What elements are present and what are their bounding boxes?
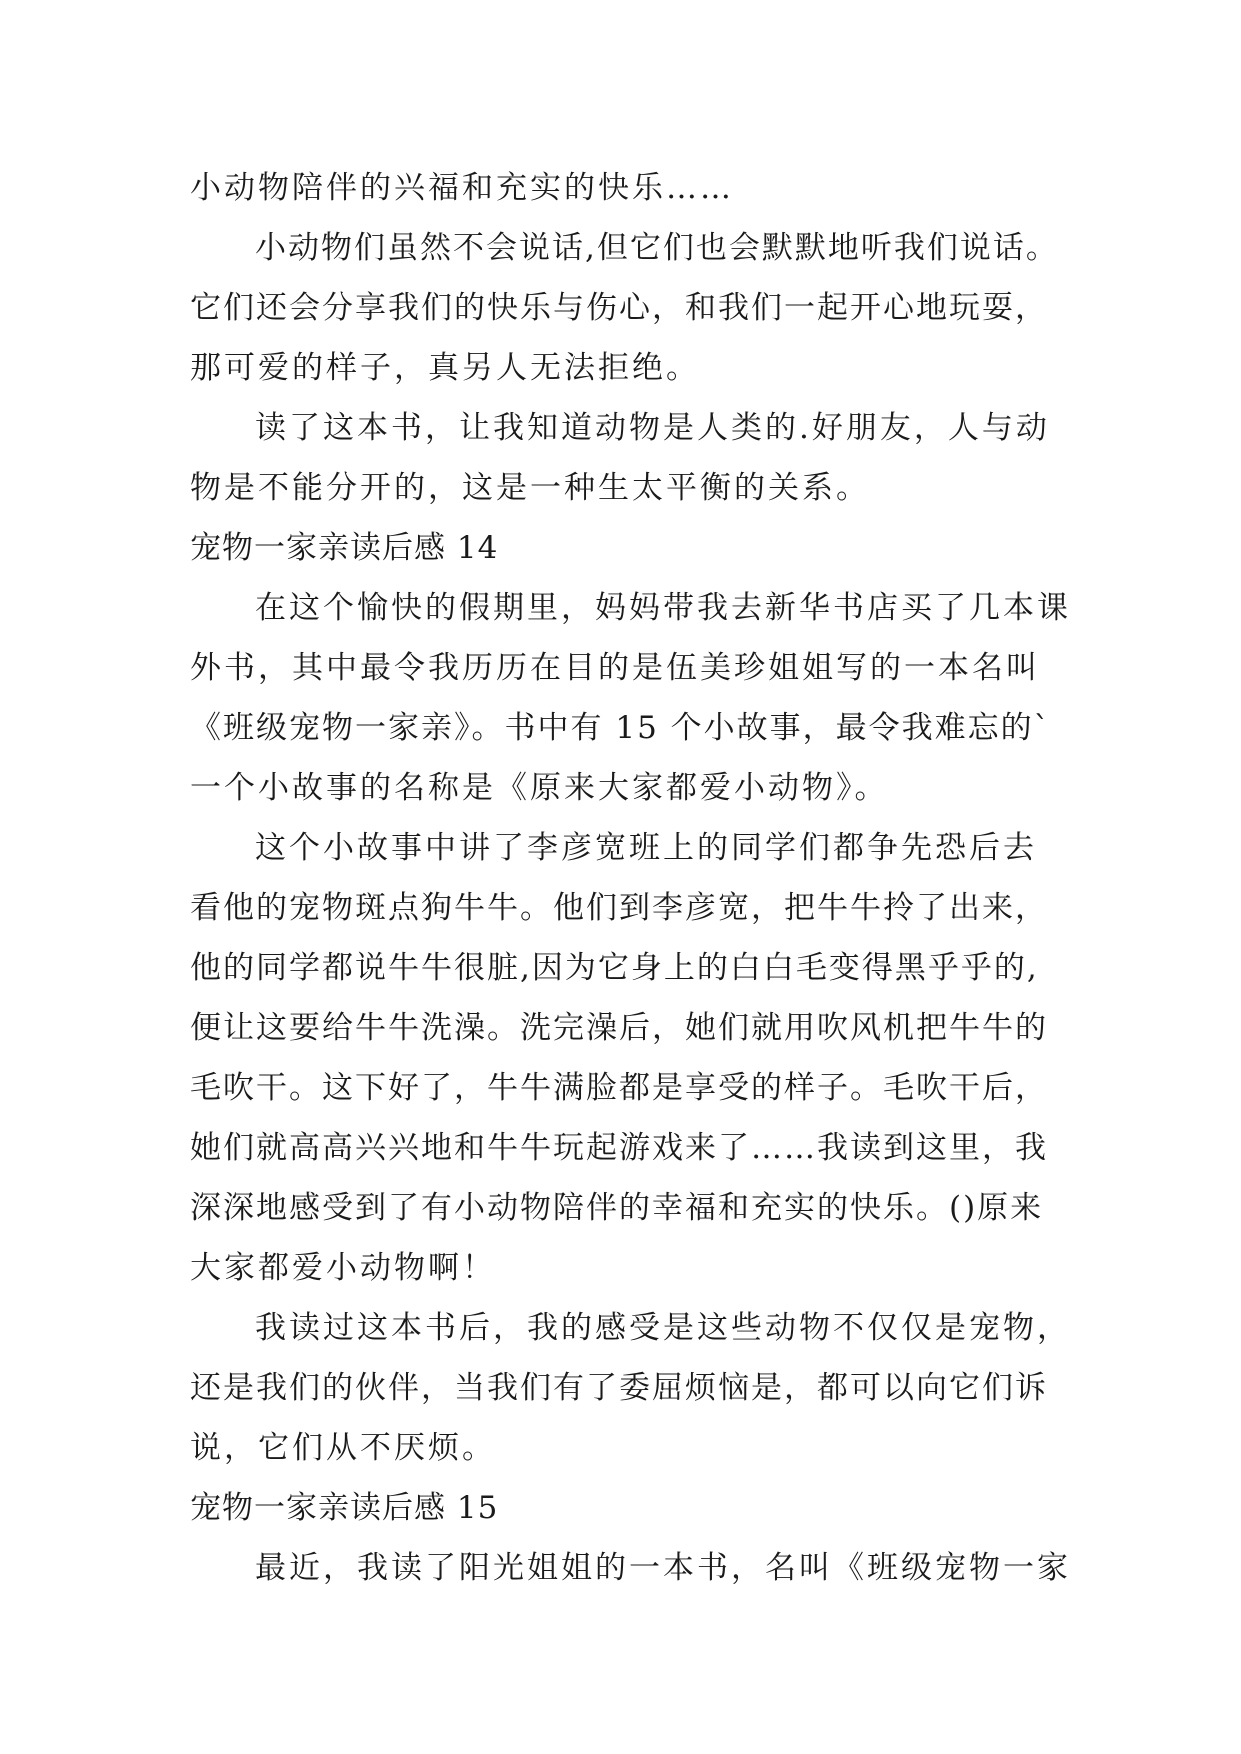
- paragraph-start-line: 我读过这本书后，我的感受是这些动物不仅仅是宠物，: [255, 1310, 1071, 1346]
- text-line: 看他的宠物斑点狗牛牛。他们到李彦宽，把牛牛拎了出来，: [190, 890, 1048, 926]
- text-line: 它们还会分享我们的快乐与伤心，和我们一起开心地玩耍，: [190, 290, 1048, 326]
- text-line: 毛吹干。这下好了，牛牛满脸都是享受的样子。毛吹干后，: [190, 1070, 1048, 1106]
- text-line: 便让这要给牛牛洗澡。洗完澡后，她们就用吹风机把牛牛的: [190, 1010, 1048, 1046]
- paragraph-start-line: 最近，我读了阳光姐姐的一本书，名叫《班级宠物一家: [255, 1550, 1071, 1586]
- text-line: 深深地感受到了有小动物陪伴的幸福和充实的快乐。()原来: [190, 1190, 1044, 1226]
- text-line: 他的同学都说牛牛很脏,因为它身上的白白毛变得黑乎乎的,: [190, 950, 1039, 986]
- text-line: 那可爱的样子，真另人无法拒绝。: [190, 350, 700, 386]
- text-line: 外书，其中最令我历历在目的是伍美珍姐姐写的一本名叫: [190, 650, 1040, 686]
- text-line: 《班级宠物一家亲》。书中有 15 个小故事，最令我难忘的`: [190, 710, 1052, 746]
- text-line: 一个小故事的名称是《原来大家都爱小动物》。: [190, 770, 889, 806]
- text-line: 还是我们的伙伴，当我们有了委屈烦恼是，都可以向它们诉: [190, 1370, 1048, 1406]
- text-line: 她们就高高兴兴地和牛牛玩起游戏来了……我读到这里，我: [190, 1130, 1048, 1166]
- text-line: 小动物陪伴的兴福和充实的快乐……: [190, 170, 734, 206]
- section-heading: 宠物一家亲读后感 15: [190, 1490, 499, 1526]
- text-column: [190, 158, 1090, 1598]
- section-heading: 宠物一家亲读后感 14: [190, 530, 499, 566]
- paragraph-start-line: 这个小故事中讲了李彦宽班上的同学们都争先恐后去: [255, 830, 1037, 866]
- text-line: 大家都爱小动物啊！: [190, 1250, 496, 1286]
- paragraph-start-line: 在这个愉快的假期里，妈妈带我去新华书店买了几本课: [255, 590, 1071, 626]
- paragraph-start-line: 小动物们虽然不会说话,但它们也会默默地听我们说话。: [255, 230, 1059, 266]
- paragraph-start-line: 读了这本书，让我知道动物是人类的.好朋友，人与动: [255, 410, 1050, 446]
- text-line: 说，它们从不厌烦。: [190, 1430, 496, 1466]
- text-line: 物是不能分开的，这是一种生太平衡的关系。: [190, 470, 870, 506]
